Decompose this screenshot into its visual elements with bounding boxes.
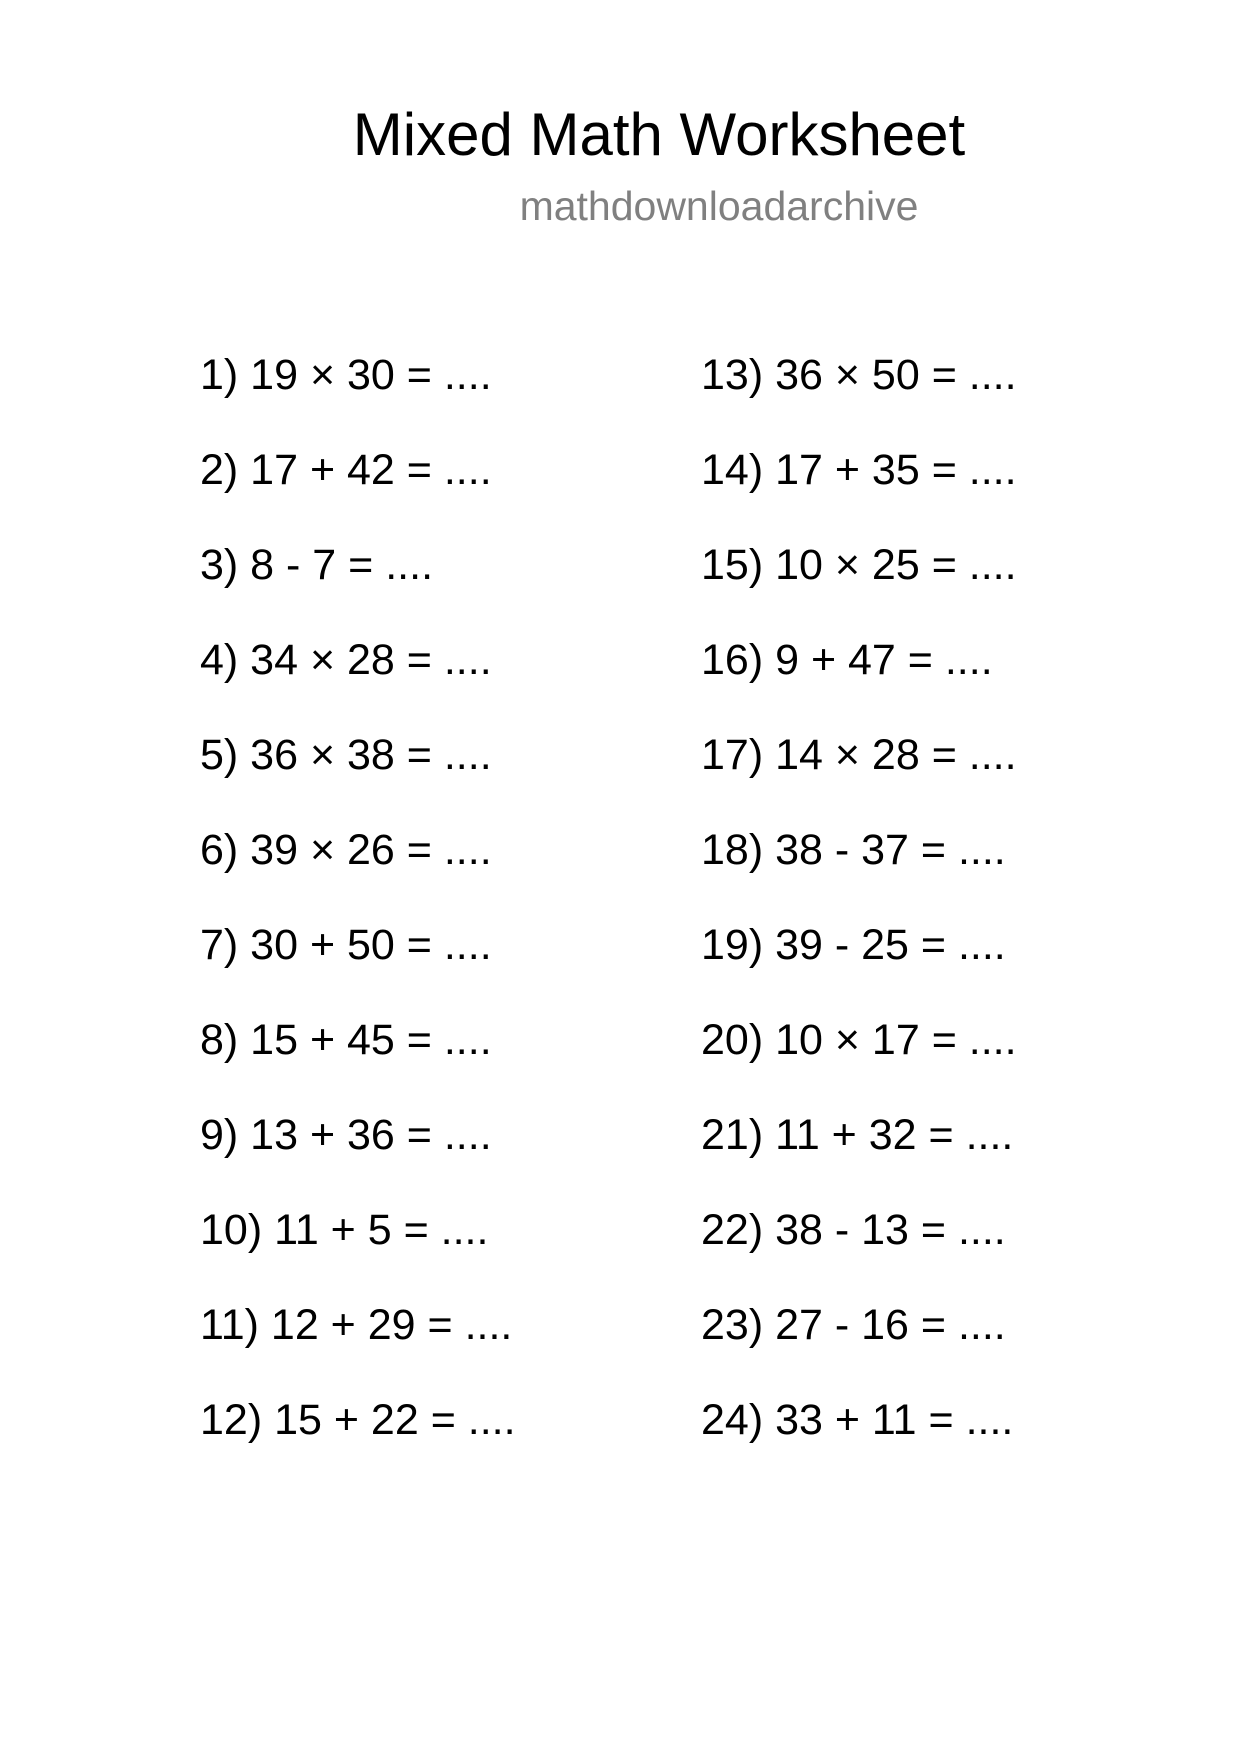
- worksheet-title: Mixed Math Worksheet: [352, 101, 966, 168]
- problem-item: 21) 11 + 32 = ....: [701, 1111, 1014, 1159]
- problem-item: 9) 13 + 36 = ....: [200, 1111, 492, 1159]
- problem-item: 18) 38 - 37 = ....: [701, 826, 1006, 874]
- problem-item: 10) 11 + 5 = ....: [200, 1206, 489, 1254]
- problem-item: 15) 10 × 25 = ....: [701, 541, 1017, 589]
- problem-item: 3) 8 - 7 = ....: [200, 541, 434, 589]
- problem-item: 12) 15 + 22 = ....: [200, 1396, 516, 1444]
- problem-item: 19) 39 - 25 = ....: [701, 921, 1006, 969]
- problem-item: 20) 10 × 17 = ....: [701, 1016, 1017, 1064]
- problem-item: 16) 9 + 47 = ....: [701, 636, 993, 684]
- problem-item: 8) 15 + 45 = ....: [200, 1016, 492, 1064]
- problem-item: 24) 33 + 11 = ....: [701, 1396, 1014, 1444]
- problem-item: 14) 17 + 35 = ....: [701, 446, 1017, 494]
- problem-item: 13) 36 × 50 = ....: [701, 351, 1017, 399]
- problem-item: 2) 17 + 42 = ....: [200, 446, 492, 494]
- problem-item: 4) 34 × 28 = ....: [200, 636, 492, 684]
- problems-left-column: [200, 345, 516, 1485]
- problem-item: 23) 27 - 16 = ....: [701, 1301, 1006, 1349]
- problems-right-column: [701, 345, 1017, 1485]
- problem-item: 5) 36 × 38 = ....: [200, 731, 492, 779]
- problem-item: 7) 30 + 50 = ....: [200, 921, 492, 969]
- problem-item: 17) 14 × 28 = ....: [701, 731, 1017, 779]
- problem-item: 22) 38 - 13 = ....: [701, 1206, 1006, 1254]
- problem-item: 6) 39 × 26 = ....: [200, 826, 492, 874]
- worksheet-subtitle: mathdownloadarchive: [519, 183, 919, 229]
- problem-item: 1) 19 × 30 = ....: [200, 351, 492, 399]
- problem-item: 11) 12 + 29 = ....: [200, 1301, 513, 1349]
